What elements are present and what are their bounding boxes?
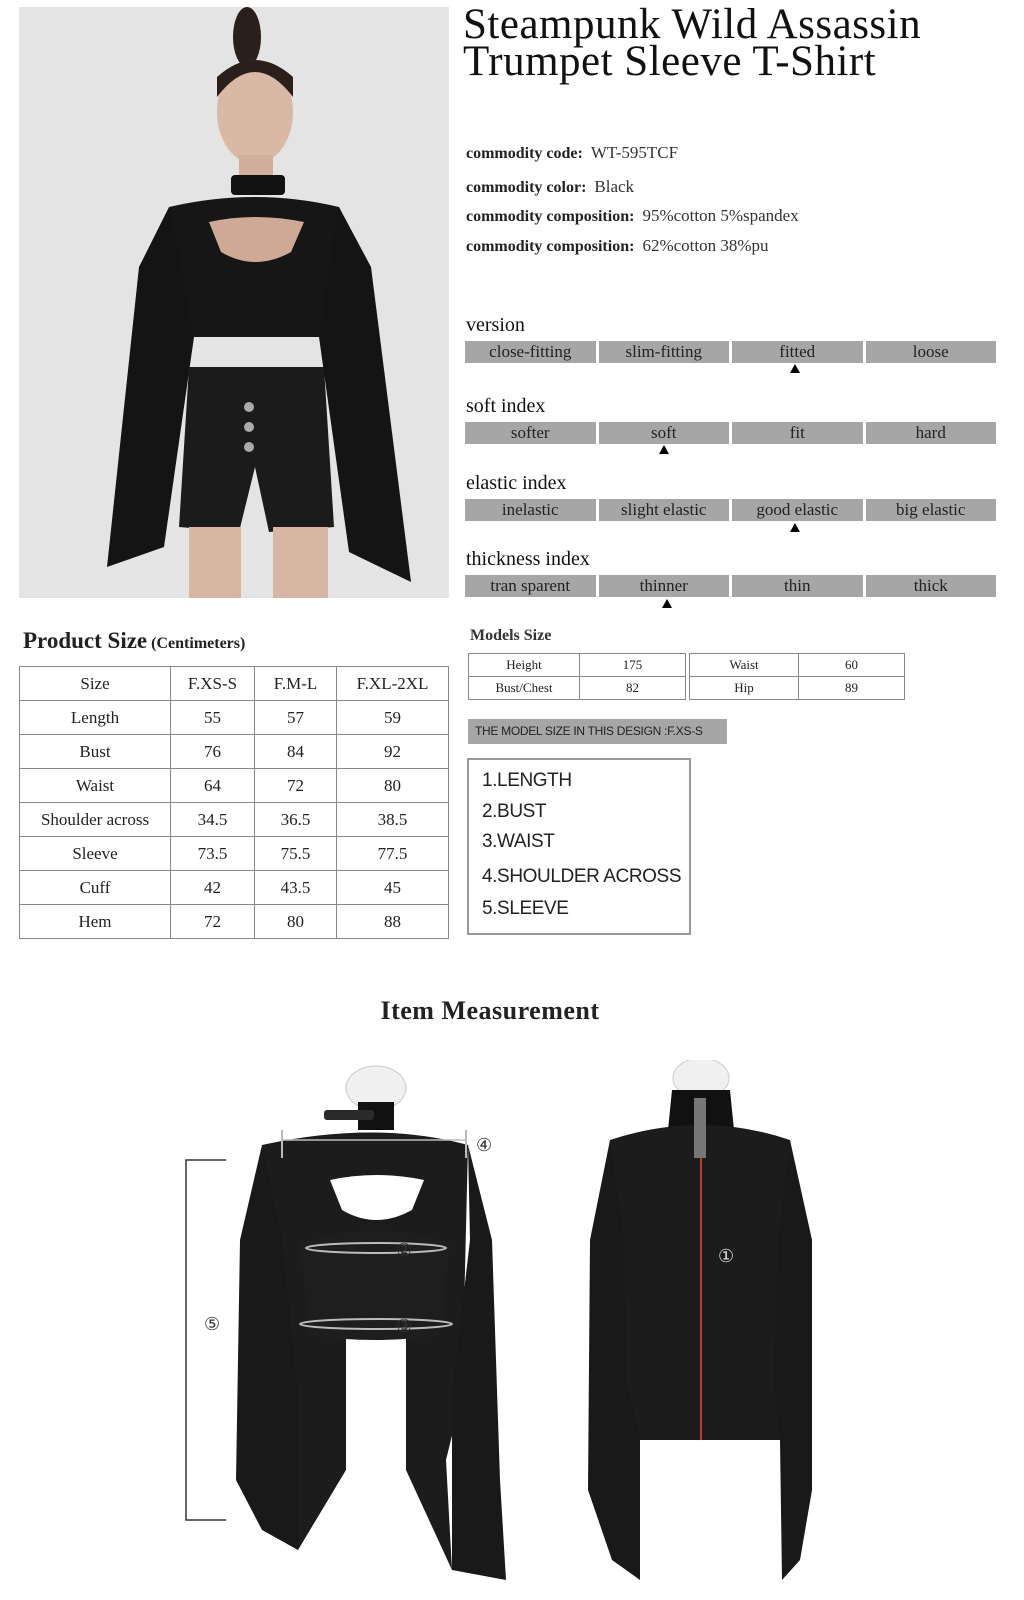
product-title (463, 1, 1013, 85)
table-cell: 72 (171, 905, 255, 939)
spec-commodity-color (466, 177, 634, 197)
model-size-note: THE MODEL SIZE IN THIS DESIGN :F.XS-S (468, 719, 727, 744)
elastic-index-option: inelastic (465, 499, 596, 521)
table-cell: 43.5 (255, 871, 337, 905)
table-header-cell: F.XL-2XL (337, 667, 449, 701)
item-measurement-title: Item Measurement (380, 996, 600, 1025)
elastic-index-option: slight elastic (599, 499, 730, 521)
models-size-title: Models Size (470, 627, 552, 644)
table-cell: 175 (580, 654, 686, 677)
table-cell: 89 (799, 677, 905, 700)
table-cell: 80 (337, 769, 449, 803)
table-cell: 92 (337, 735, 449, 769)
soft-index-bar (465, 422, 996, 444)
table-cell: Sleeve (20, 837, 171, 871)
table-row (20, 837, 449, 871)
table-cell: Hem (20, 905, 171, 939)
table-cell: 34.5 (171, 803, 255, 837)
table-cell: 36.5 (255, 803, 337, 837)
table-cell: 77.5 (337, 837, 449, 871)
spec-commodity-composition-2 (466, 236, 769, 256)
table-cell: Shoulder across (20, 803, 171, 837)
soft-index-option: fit (732, 422, 863, 444)
table-cell: 82 (580, 677, 686, 700)
product-size-unit: (Centimeters) (151, 635, 246, 652)
table-cell: 72 (255, 769, 337, 803)
thickness-index-option: thick (866, 575, 997, 597)
elastic-index-option-selected: good elastic (732, 499, 863, 521)
thickness-index-bar (465, 575, 996, 597)
table-cell: 59 (337, 701, 449, 735)
thickness-index-title: thickness index (466, 548, 590, 570)
version-bar (465, 341, 996, 363)
measurement-diagram (0, 1060, 1024, 1580)
model-illustration (19, 7, 449, 598)
back-garment-drawing (588, 1060, 812, 1580)
table-cell: 57 (255, 701, 337, 735)
thickness-index-option: tran sparent (465, 575, 596, 597)
legend-item: 2.BUST (482, 801, 547, 822)
table-cell: 45 (337, 871, 449, 905)
version-option: close-fitting (465, 341, 596, 363)
table-cell: 64 (171, 769, 255, 803)
product-size-table (19, 666, 449, 939)
spec-value: WT-595TCF (590, 143, 679, 162)
table-row (20, 871, 449, 905)
table-cell: 84 (255, 735, 337, 769)
legend-item: 4.SHOULDER ACROSS (482, 866, 682, 887)
table-cell: 73.5 (171, 837, 255, 871)
thickness-index-option-selected: thinner (599, 575, 730, 597)
table-cell: Cuff (20, 871, 171, 905)
table-row (469, 677, 686, 700)
product-size-title (23, 628, 245, 654)
table-cell: 80 (255, 905, 337, 939)
title-line-1: Steampunk Wild Assassin (463, 1, 922, 48)
elastic-index-title: elastic index (466, 472, 567, 494)
table-row (20, 803, 449, 837)
mark-1: ① (718, 1246, 735, 1267)
spec-label: commodity color: (466, 179, 587, 196)
table-cell: Waist (20, 769, 171, 803)
table-header-cell: F.M-L (255, 667, 337, 701)
table-row (20, 735, 449, 769)
elastic-index-marker-icon (790, 523, 800, 532)
table-row (20, 905, 449, 939)
soft-index-option-selected: soft (599, 422, 730, 444)
mark-4: ④ (476, 1135, 493, 1156)
version-option-selected: fitted (732, 341, 863, 363)
legend-item: 5.SLEEVE (482, 898, 569, 919)
spec-value: 62%cotton 38%pu (642, 236, 769, 255)
version-option: slim-fitting (599, 341, 730, 363)
table-row (20, 769, 449, 803)
thickness-index-marker-icon (662, 599, 672, 608)
table-header-cell: Size (20, 667, 171, 701)
soft-index-option: hard (866, 422, 997, 444)
table-cell: 75.5 (255, 837, 337, 871)
front-garment-drawing (186, 1066, 506, 1580)
soft-index-title: soft index (466, 395, 546, 417)
table-cell: 42 (171, 871, 255, 905)
elastic-index-option: big elastic (866, 499, 997, 521)
models-size-table-left (468, 653, 686, 700)
version-title: version (466, 314, 525, 336)
spec-label: commodity composition: (466, 238, 635, 255)
spec-label: commodity composition: (466, 208, 635, 225)
table-cell: 55 (171, 701, 255, 735)
mark-5: ⑤ (204, 1314, 221, 1335)
mark-2: ② (396, 1240, 413, 1261)
table-cell: 76 (171, 735, 255, 769)
table-row (20, 701, 449, 735)
soft-index-marker-icon (659, 445, 669, 454)
table-row (690, 677, 905, 700)
thickness-index-option: thin (732, 575, 863, 597)
table-cell: Bust (20, 735, 171, 769)
model-photo (19, 7, 449, 598)
table-cell: Length (20, 701, 171, 735)
soft-index-option: softer (465, 422, 596, 444)
table-row (690, 654, 905, 677)
spec-commodity-composition-1 (466, 206, 799, 226)
table-cell: Height (469, 654, 580, 677)
table-header-cell: F.XS-S (171, 667, 255, 701)
legend-item: 3.WAIST (482, 831, 555, 852)
title-line-2: Trumpet Sleeve T-Shirt (463, 38, 877, 85)
product-size-heading: Product Size (23, 628, 148, 653)
legend-item: 1.LENGTH (482, 770, 572, 791)
measurement-legend (467, 758, 691, 935)
spec-commodity-code (466, 143, 678, 163)
spec-label: commodity code: (466, 145, 583, 162)
spec-value: Black (594, 177, 635, 196)
table-cell: 88 (337, 905, 449, 939)
version-marker-icon (790, 364, 800, 373)
table-cell: 60 (799, 654, 905, 677)
models-size-table-right (689, 653, 905, 700)
table-cell: Hip (690, 677, 799, 700)
table-cell: Waist (690, 654, 799, 677)
mark-3: ③ (396, 1316, 413, 1337)
version-option: loose (866, 341, 997, 363)
spec-value: 95%cotton 5%spandex (642, 206, 799, 225)
table-row (469, 654, 686, 677)
table-cell: Bust/Chest (469, 677, 580, 700)
elastic-index-bar (465, 499, 996, 521)
table-cell: 38.5 (337, 803, 449, 837)
table-header-row (20, 667, 449, 701)
